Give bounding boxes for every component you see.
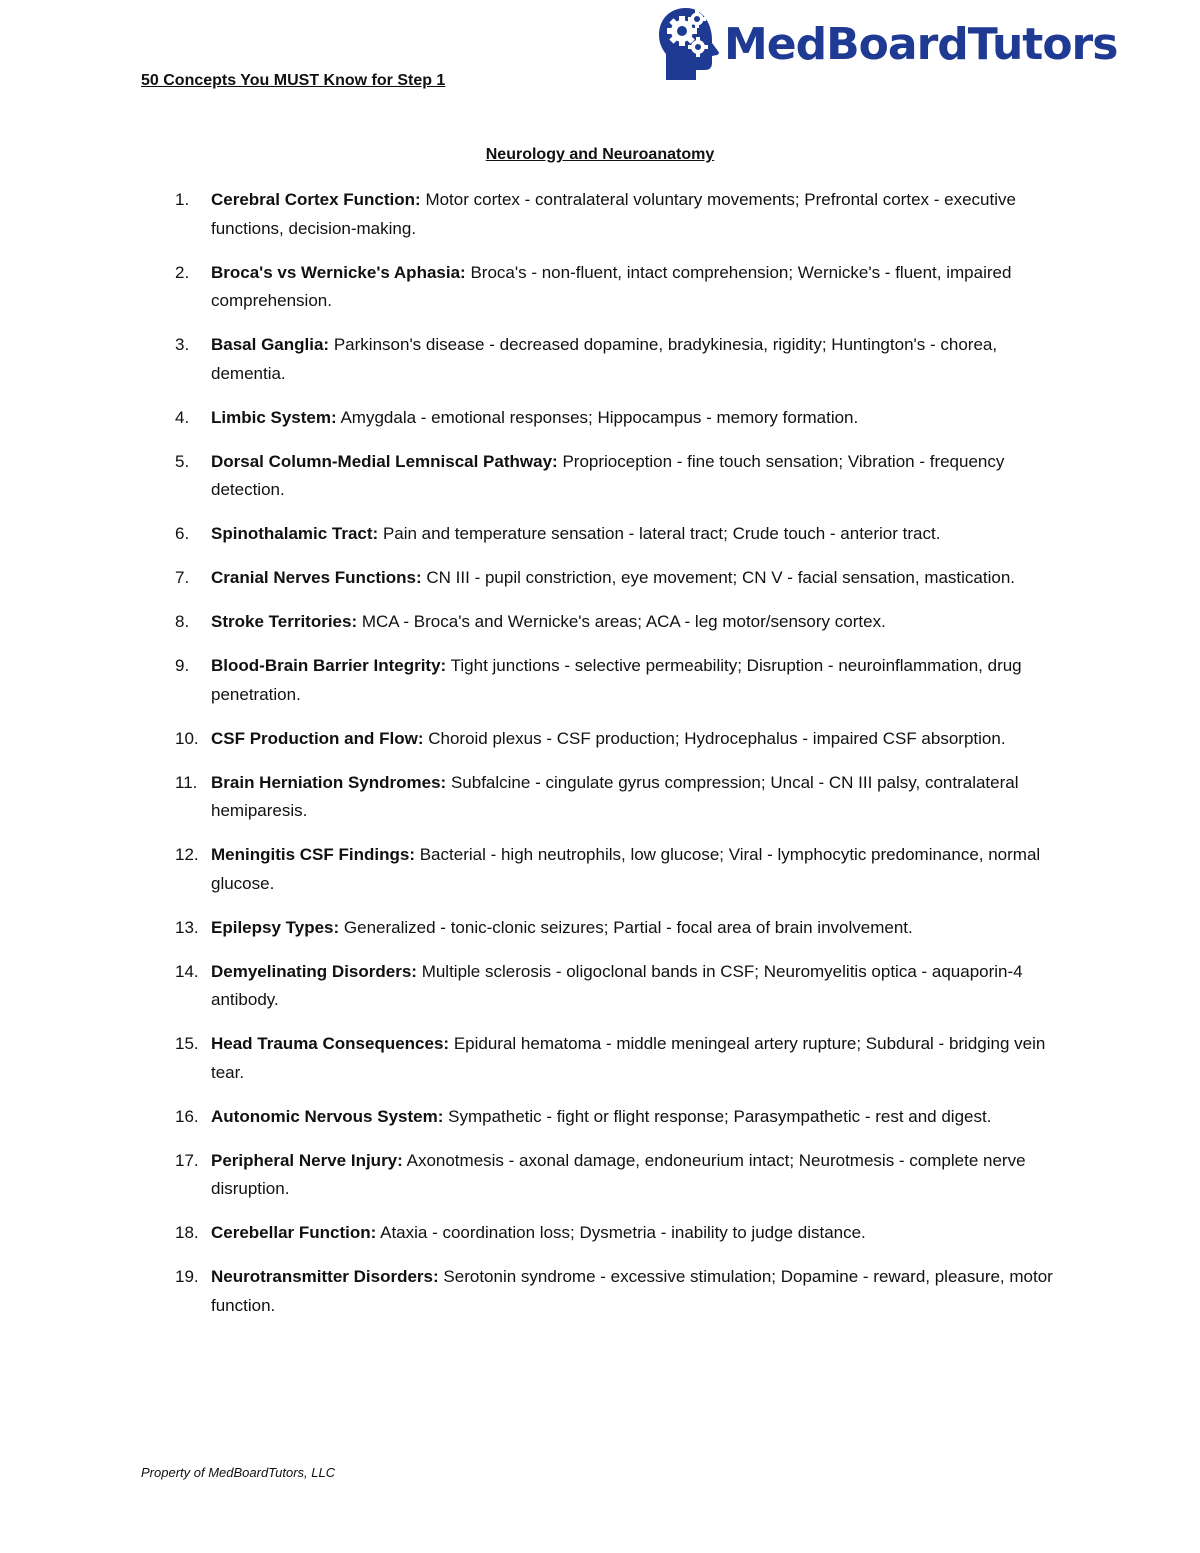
list-item-body [211,1103,1060,1132]
footer-text: Property of MedBoardTutors, LLC [141,1465,336,1480]
list-item-number: 12. [175,845,199,864]
list-item [175,958,1060,1015]
concept-list [175,186,1060,1336]
concept-description: CN III - pupil constriction, eye movement; CN V - facial sensation, mastication. [426,568,1016,587]
concept-description: Broca's - non-fluent, intact comprehension; Wernicke's - fluent, impaired comprehension. [211,262,1012,310]
list-item-number: 11. [175,772,198,792]
list-item [175,404,1060,433]
concept-description: Proprioception - fine touch sensation; Vibration - frequency detection. [211,451,1005,499]
list-item-body [211,186,1060,243]
concept-description: Motor cortex - contralateral voluntary movements; Prefrontal cortex - executive functions, decision-making. [211,190,1016,238]
concept-term: Brain Herniation Syndromes: [211,772,447,792]
list-item-body [211,404,1060,433]
concept-description: Parkinson's disease - decreased dopamine, bradykinesia, rigidity; Huntington's - chorea, dementia. [211,335,998,383]
document-title: 50 Concepts You MUST Know for Step 1 [141,72,446,89]
list-item [175,1030,1060,1087]
list-item-body [211,1030,1060,1087]
concept-description: Ataxia - coordination loss; Dysmetria - inability to judge distance. [380,1223,866,1242]
concept-term: Cranial Nerves Functions: [211,568,422,587]
list-item-number: 1. [175,190,190,209]
concept-description: Generalized - tonic-clonic seizures; Partial - focal area of brain involvement. [343,917,913,937]
concept-term: Meningitis CSF Findings: [211,845,415,864]
list-item-number: 19. [175,1267,199,1286]
concept-description: Tight junctions - selective permeability; Disruption - neuroinflammation, drug penetration. [211,656,1022,704]
concept-term: Basal Ganglia: [211,335,330,354]
concept-term: Neurotransmitter Disorders: [211,1267,439,1286]
concept-term: Head Trauma Consequences: [211,1034,450,1053]
concept-description: Subfalcine - cingulate gyrus compression; Uncal - CN III palsy, contralateral hemiparesis. [211,772,1019,820]
concept-term: Epilepsy Types: [211,917,340,937]
list-item-number: 16. [175,1106,199,1126]
concept-description: Serotonin syndrome - excessive stimulation; Dopamine - reward, pleasure, motor function. [211,1267,1053,1315]
list-item-number: 7. [175,568,190,587]
list-item [175,914,1060,943]
concept-description: Multiple sclerosis - oligoclonal bands in CSF; Neuromyelitis optica - aquaporin-4 antibody. [211,961,1023,1009]
concept-description: Axonotmesis - axonal damage, endoneurium intact; Neurotmesis - complete nerve disruption. [211,1150,1026,1198]
concept-description: Epidural hematoma - middle meningeal artery rupture; Subdural - bridging vein tear. [211,1034,1046,1082]
list-item-number: 6. [175,524,190,543]
list-item [175,448,1060,505]
list-item-body [211,841,1060,898]
list-item [175,331,1060,388]
concept-description: Pain and temperature sensation - lateral tract; Crude touch - anterior tract. [382,524,941,543]
concept-term: Peripheral Nerve Injury: [211,1150,403,1170]
list-item-body [211,958,1060,1015]
list-item-number: 8. [175,612,190,631]
list-item-body [211,520,1060,549]
concept-term: Dorsal Column-Medial Lemniscal Pathway: [211,451,558,471]
concept-term: CSF Production and Flow: [211,728,424,748]
concept-description: MCA - Broca's and Wernicke's areas; ACA - leg motor/sensory cortex. [361,612,886,631]
list-item-body [211,914,1060,943]
list-item [175,1219,1060,1248]
list-item-number: 17. [175,1150,199,1170]
list-item-body [211,1147,1060,1204]
list-item [175,1103,1060,1132]
list-item [175,520,1060,549]
list-item [175,608,1060,637]
list-item-number: 10. [175,728,199,748]
list-item-body [211,769,1060,826]
concept-term: Broca's vs Wernicke's Aphasia: [211,262,466,282]
list-item [175,652,1060,709]
list-item-body [211,608,1060,637]
list-item-body [211,448,1060,505]
list-item [175,564,1060,593]
concept-term: Demyelinating Disorders: [211,961,417,981]
list-item [175,259,1060,316]
list-item-number: 18. [175,1223,199,1242]
list-item [175,725,1060,754]
list-item [175,769,1060,826]
concept-term: Limbic System: [211,407,337,427]
list-item [175,1147,1060,1204]
list-item-body [211,1219,1060,1248]
list-item [175,841,1060,898]
list-item-number: 4. [175,407,190,427]
concept-term: Blood-Brain Barrier Integrity: [211,656,447,675]
list-item [175,186,1060,243]
brand-logo [656,4,1117,84]
head-gears-icon [656,6,722,82]
list-item-body [211,259,1060,316]
list-item-number: 13. [175,917,199,937]
list-item-body [211,331,1060,388]
list-item-body [211,652,1060,709]
concept-term: Stroke Territories: [211,612,358,631]
list-item-body [211,564,1060,593]
list-item-number: 15. [175,1034,199,1053]
list-item-number: 5. [175,451,190,471]
list-item-number: 9. [175,656,190,675]
brand-name: MedBoardTutors [724,18,1118,70]
list-item [175,1263,1060,1320]
concept-term: Autonomic Nervous System: [211,1106,444,1126]
list-item-body [211,725,1060,754]
list-item-number: 3. [175,335,190,354]
concept-description: Amygdala - emotional responses; Hippocampus - memory formation. [340,407,859,427]
list-item-number: 14. [175,961,199,981]
concept-description: Bacterial - high neutrophils, low glucose; Viral - lymphocytic predominance, normal glucose. [211,845,1041,893]
concept-term: Cerebellar Function: [211,1223,377,1242]
concept-description: Choroid plexus - CSF production; Hydrocephalus - impaired CSF absorption. [428,728,1006,748]
concept-description: Sympathetic - fight or flight response; Parasympathetic - rest and digest. [448,1106,992,1126]
section-title: Neurology and Neuroanatomy [485,146,715,163]
list-item-body [211,1263,1060,1320]
concept-term: Cerebral Cortex Function: [211,190,421,209]
concept-term: Spinothalamic Tract: [211,524,379,543]
list-item-number: 2. [175,262,190,282]
